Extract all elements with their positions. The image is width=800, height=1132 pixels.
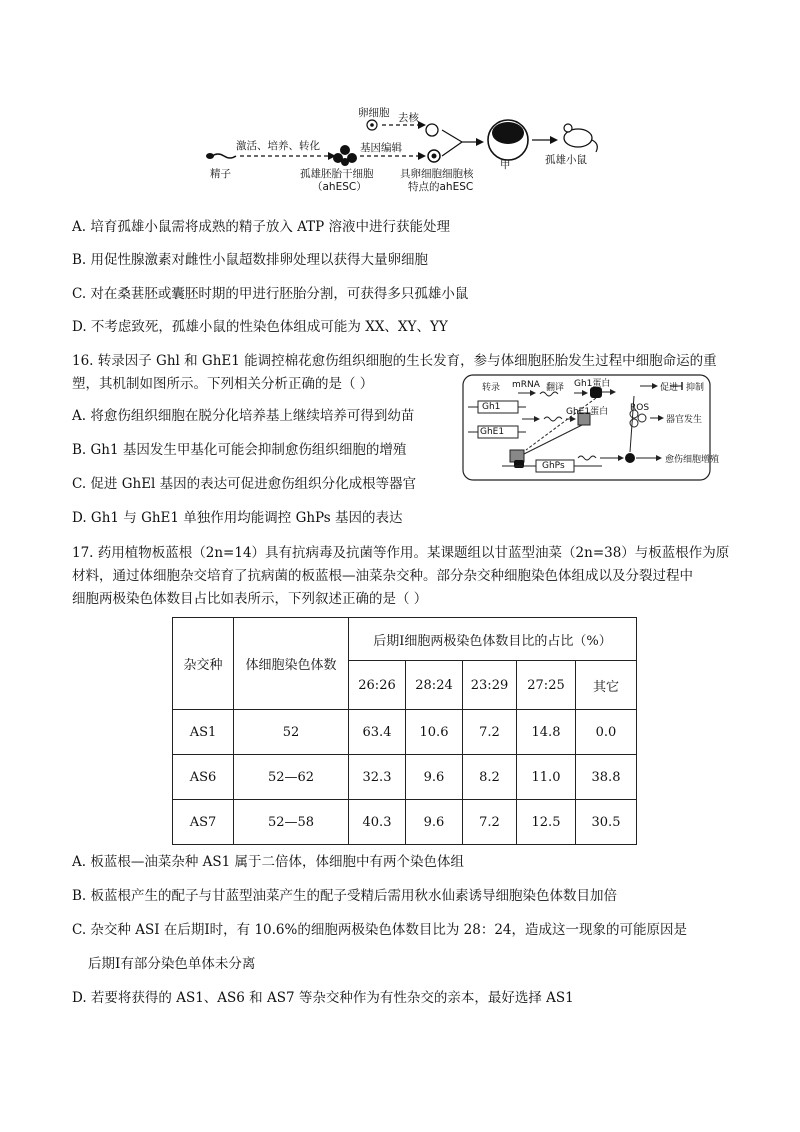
transcribe-label: 转录 bbox=[482, 383, 501, 393]
col-header: 27:25 bbox=[517, 661, 576, 710]
table-row bbox=[173, 755, 637, 800]
egg-label: 卵细胞 bbox=[358, 107, 390, 119]
edited-ahesc-label: 具卵细胞细胞核 bbox=[400, 168, 474, 180]
gh1-gene-label: Gh1 bbox=[482, 402, 501, 412]
organ-label: 器官发生 bbox=[666, 415, 703, 425]
cell: 40.3 bbox=[349, 800, 406, 845]
ahesc-label: 孤雄胚胎干细胞 bbox=[300, 168, 374, 180]
sperm-label: 精子 bbox=[210, 168, 231, 180]
mrna-label: mRNA bbox=[512, 380, 540, 390]
col-header: 28:24 bbox=[406, 661, 463, 710]
ghps-gene-label: GhPs bbox=[542, 461, 565, 471]
ghe1-gene-label: GhE1 bbox=[480, 427, 505, 437]
q16-option-d: D. Gh1 与 GhE1 单独作用均能调控 GhPs 基因的表达 bbox=[72, 510, 403, 526]
q16-stem-line-1: 16. 转录因子 Ghl 和 GhE1 能调控棉花愈伤组织细胞的生长发育，参与体细胞胚胎发生过程中细胞命运的重 bbox=[72, 353, 717, 369]
translate-label: 翻译 bbox=[546, 383, 565, 393]
q17-option-c-line-2: 后期Ⅰ有部分染色单体未分离 bbox=[88, 956, 256, 972]
q15-option-b: B. 用促性腺激素对雌性小鼠超数排卵处理以获得大量卵细胞 bbox=[72, 252, 429, 268]
cell: 38.8 bbox=[576, 755, 637, 800]
row-chrom: 52 bbox=[234, 710, 349, 755]
table-row bbox=[173, 710, 637, 755]
cell: 7.2 bbox=[463, 800, 517, 845]
q17-option-d: D. 若要将获得的 AS1、AS6 和 AS7 等杂交种作为有性杂交的亲本，最好选择 AS1 bbox=[72, 990, 574, 1006]
ahesc-abbr-label: （ahESC） bbox=[312, 181, 367, 193]
chromosome-table bbox=[172, 617, 637, 845]
q17-option-c-line-1: C. 杂交种 ASI 在后期Ⅰ时，有 10.6%的细胞两极染色体数目比为 28：24，造成这一现象的可能原因是 bbox=[72, 922, 688, 938]
header-ratio: 后期Ⅰ细胞两极染色体数目比的占比（%） bbox=[349, 618, 637, 661]
activate-label: 激活、培养、转化 bbox=[236, 140, 320, 152]
q17-option-a: A. 板蓝根—油菜杂种 AS1 属于二倍体，体细胞中有两个染色体组 bbox=[72, 854, 465, 870]
enucleate-label: 去核 bbox=[398, 112, 419, 124]
q15-option-c: C. 对在桑葚胚或囊胚时期的甲进行胚胎分割，可获得多只孤雄小鼠 bbox=[72, 286, 469, 302]
cell: 0.0 bbox=[576, 710, 637, 755]
cell: 11.0 bbox=[517, 755, 576, 800]
q16-option-b: B. Gh1 基因发生甲基化可能会抑制愈伤组织细胞的增殖 bbox=[72, 442, 407, 458]
cell: 30.5 bbox=[576, 800, 637, 845]
col-header: 23:29 bbox=[463, 661, 517, 710]
cell: 32.3 bbox=[349, 755, 406, 800]
cell: 12.5 bbox=[517, 800, 576, 845]
cell: 7.2 bbox=[463, 710, 517, 755]
cell: 8.2 bbox=[463, 755, 517, 800]
header-chromosome-count: 体细胞染色体数 bbox=[234, 618, 349, 710]
jia-label: 甲 bbox=[500, 159, 511, 171]
col-header: 其它 bbox=[576, 661, 637, 710]
row-chrom: 52—62 bbox=[234, 755, 349, 800]
q15-option-d: D. 不考虑致死，孤雄小鼠的性染色体组成可能为 XX、XY、YY bbox=[72, 319, 448, 335]
q15-option-a: A. 培育孤雄小鼠需将成熟的精子放入 ATP 溶液中进行获能处理 bbox=[72, 219, 451, 235]
q16-option-a: A. 将愈伤组织细胞在脱分化培养基上继续培养可得到幼苗 bbox=[72, 408, 415, 424]
gh1-protein-label: Gh1蛋白 bbox=[574, 379, 611, 389]
cell: 9.6 bbox=[406, 755, 463, 800]
promote-label: 促进 bbox=[660, 383, 679, 393]
header-hybrid: 杂交种 bbox=[173, 618, 234, 710]
cell: 9.6 bbox=[406, 800, 463, 845]
row-name: AS7 bbox=[173, 800, 234, 845]
q16-option-c: C. 促进 GhEl 基因的表达可促进愈伤组织分化成根等器官 bbox=[72, 476, 417, 492]
q16-stem-line-2: 塑，其机制如图所示。下列相关分析正确的是（ ） bbox=[72, 376, 374, 392]
row-chrom: 52—58 bbox=[234, 800, 349, 845]
ros-label: ROS bbox=[630, 403, 650, 413]
q17-stem-line-1: 17. 药用植物板蓝根（2n=14）具有抗病毒及抗菌等作用。某课题组以甘蓝型油菜（2n=38）与板蓝根作为原 bbox=[72, 545, 730, 561]
proliferation-label: 愈伤细胞增殖 bbox=[665, 455, 720, 465]
cell: 14.8 bbox=[517, 710, 576, 755]
table-row bbox=[173, 800, 637, 845]
mouse-label: 孤雄小鼠 bbox=[545, 154, 587, 166]
q17-option-b: B. 板蓝根产生的配子与甘蓝型油菜产生的配子受精后需用秋水仙素诱导细胞染色体数目加倍 bbox=[72, 888, 618, 904]
q17-stem-line-2: 材料，通过体细胞杂交培育了抗病菌的板蓝根—油菜杂交种。部分杂交种细胞染色体组成以及分裂过程中 bbox=[72, 568, 693, 584]
ghe1-protein-label: GhE1蛋白 bbox=[566, 407, 609, 417]
row-name: AS1 bbox=[173, 710, 234, 755]
row-name: AS6 bbox=[173, 755, 234, 800]
q17-stem-line-3: 细胞两极染色体数目占比如表所示，下列叙述正确的是（ ） bbox=[72, 591, 428, 607]
edited-ahesc-label-2: 特点的ahESC bbox=[408, 181, 474, 193]
gene-edit-label: 基因编辑 bbox=[360, 142, 402, 154]
cell: 10.6 bbox=[406, 710, 463, 755]
inhibit-label: 抑制 bbox=[686, 383, 705, 393]
col-header: 26:26 bbox=[349, 661, 406, 710]
cell: 63.4 bbox=[349, 710, 406, 755]
